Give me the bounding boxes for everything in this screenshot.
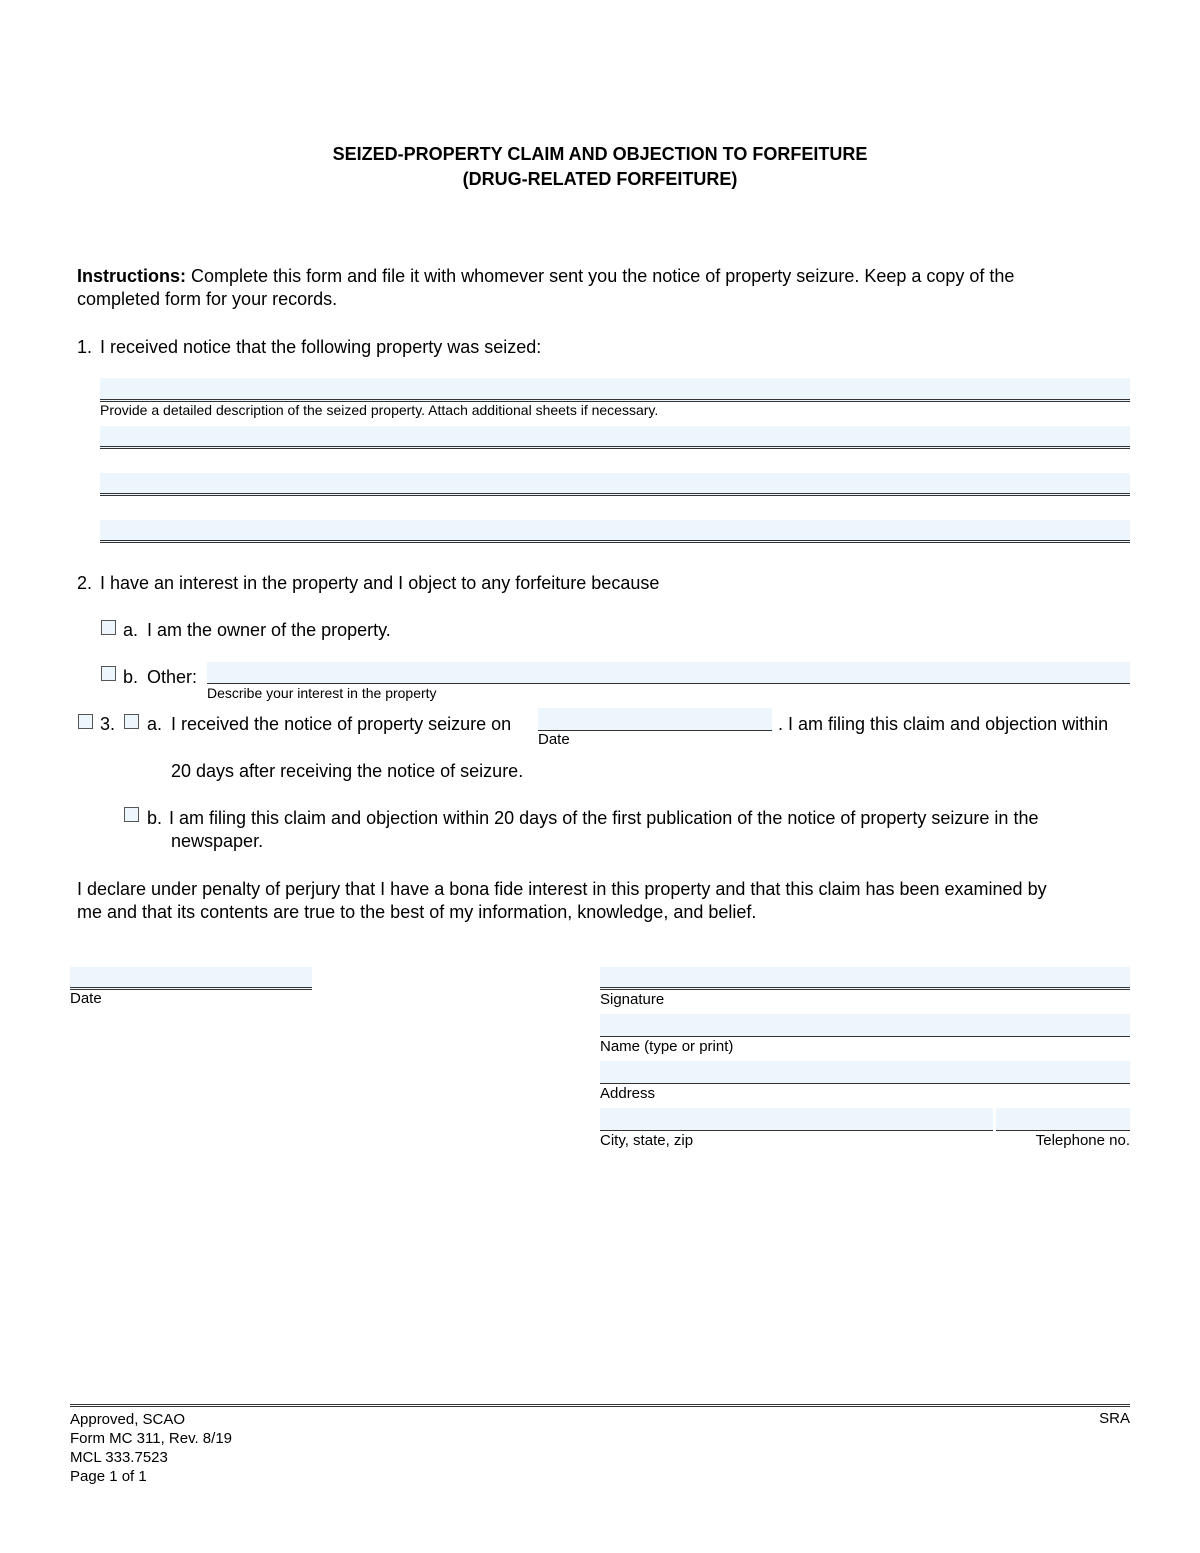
footer-approved: Approved, SCAO xyxy=(70,1411,186,1428)
property-description-caption: Provide a detailed description of the seized property. Attach additional sheets if necessary. xyxy=(100,402,659,418)
item3-option-b-letter: b. xyxy=(147,808,163,828)
item3-option-a-letter: a. xyxy=(147,714,163,734)
publication-text-line1: I am filing this claim and objection within 20 days of the first publication of the notice of property seizure in the xyxy=(169,808,1039,828)
form-subtitle: (DRUG-RELATED FORFEITURE) xyxy=(462,169,738,189)
item2-text: I have an interest in the property and I object to any forfeiture because xyxy=(100,573,660,593)
item1-text: I received notice that the following property was seized: xyxy=(100,337,542,357)
footer-form-number: Form MC 311, Rev. 8/19 xyxy=(70,1430,232,1447)
notice-received-text: I received the notice of property seizure on xyxy=(171,714,512,734)
property-description-line-3[interactable] xyxy=(100,473,1130,496)
other-interest-caption: Describe your interest in the property xyxy=(207,685,437,701)
other-interest-field[interactable] xyxy=(207,662,1130,684)
instructions-text-line2: completed form for your records. xyxy=(77,289,338,309)
address-label: Address xyxy=(600,1085,656,1102)
signature-field[interactable] xyxy=(600,967,1130,990)
instructions xyxy=(77,265,1137,311)
instructions-text-line1: Complete this form and file it with whomever sent you the notice of property seizure. Keep a copy of the xyxy=(186,266,1015,286)
filing-within-text: . I am filing this claim and objection within xyxy=(778,714,1109,734)
property-description-line-4[interactable] xyxy=(100,520,1130,543)
property-description-line-2[interactable] xyxy=(100,426,1130,449)
property-description-line-1[interactable] xyxy=(100,378,1130,402)
footer-rule xyxy=(70,1404,1130,1407)
name-field[interactable] xyxy=(600,1014,1130,1037)
declaration-line2: me and that its contents are true to the best of my information, knowledge, and belief. xyxy=(77,902,757,922)
city-state-zip-label: City, state, zip xyxy=(600,1132,694,1149)
city-state-zip-field[interactable] xyxy=(600,1108,993,1131)
notice-date-field[interactable] xyxy=(538,708,772,731)
telephone-field[interactable] xyxy=(996,1108,1130,1131)
date-label: Date xyxy=(70,990,102,1007)
publication-checkbox[interactable] xyxy=(124,807,139,822)
name-label: Name (type or print) xyxy=(600,1038,734,1055)
telephone-label: Telephone no. xyxy=(1035,1132,1130,1149)
option-b-letter: b. xyxy=(123,667,139,687)
item1-number: 1. xyxy=(77,337,93,357)
twenty-days-text: 20 days after receiving the notice of seizure. xyxy=(171,761,524,781)
address-field[interactable] xyxy=(600,1061,1130,1084)
item2-number: 2. xyxy=(77,573,93,593)
other-checkbox[interactable] xyxy=(101,666,116,681)
footer-page: Page 1 of 1 xyxy=(70,1468,147,1485)
item3-checkbox[interactable] xyxy=(78,714,93,729)
owner-option-text: I am the owner of the property. xyxy=(147,620,391,640)
instructions-label: Instructions: xyxy=(77,266,187,286)
footer-mcl: MCL 333.7523 xyxy=(70,1449,168,1466)
item3-number: 3. xyxy=(100,714,116,734)
notice-date-caption: Date xyxy=(538,731,570,748)
publication-text-line2: newspaper. xyxy=(171,831,264,851)
declaration-line1: I declare under penalty of perjury that I have a bona fide interest in this property and that this claim has been examined by xyxy=(77,879,1047,899)
footer-code: SRA xyxy=(1099,1410,1130,1427)
signature-label: Signature xyxy=(600,991,665,1008)
form-title: SEIZED-PROPERTY CLAIM AND OBJECTION TO FORFEITURE xyxy=(332,144,868,164)
option-a-letter: a. xyxy=(123,620,139,640)
notice-received-checkbox[interactable] xyxy=(124,714,139,729)
footer-info xyxy=(70,1410,232,1486)
owner-checkbox[interactable] xyxy=(101,620,116,635)
other-option-label: Other: xyxy=(147,667,198,687)
date-field[interactable] xyxy=(70,967,312,990)
